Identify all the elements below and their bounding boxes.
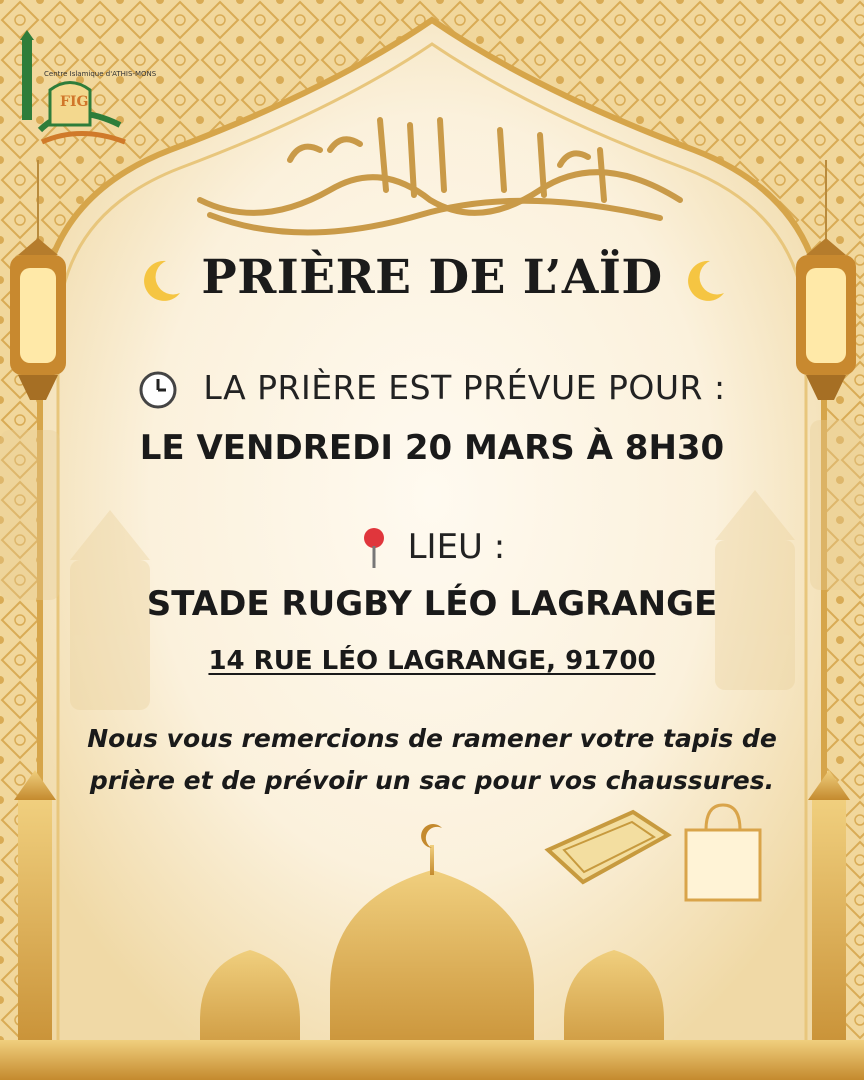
reminder-note (0, 718, 864, 802)
location-label: LIEU : (407, 526, 506, 567)
clock-icon (138, 370, 178, 410)
crescent-moon-icon (680, 257, 728, 305)
schedule-label-row (0, 368, 864, 410)
crescent-moon-icon (136, 257, 184, 305)
venue-address: 14 RUE LÉO LAGRANGE, 91700 (208, 646, 656, 676)
page-title (0, 250, 864, 305)
mosque-logo-icon (10, 30, 130, 150)
map-pin-icon (359, 526, 389, 570)
schedule-label: LA PRIÈRE EST PRÉVUE POUR : (203, 368, 726, 407)
reminder-line-1: Nous vous remercions de ramener votre tapis de (87, 724, 777, 753)
location-label-row (0, 526, 864, 570)
logo-abbreviation: FIG (60, 94, 89, 110)
shopping-bag-icon (678, 800, 768, 905)
mosque-logo (10, 30, 130, 150)
prayer-rug-icon (538, 800, 678, 900)
logo-caption: Centre Islamique d'ATHIS-MONS (44, 70, 157, 78)
schedule-value: LE VENDREDI 20 MARS À 8H30 (139, 428, 725, 468)
title-text: PRIÈRE DE L’AÏD (201, 250, 663, 305)
venue-name: STADE RUGBY LÉO LAGRANGE (146, 584, 718, 624)
reminder-line-2: prière et de prévoir un sac pour vos chaussures. (89, 766, 775, 795)
